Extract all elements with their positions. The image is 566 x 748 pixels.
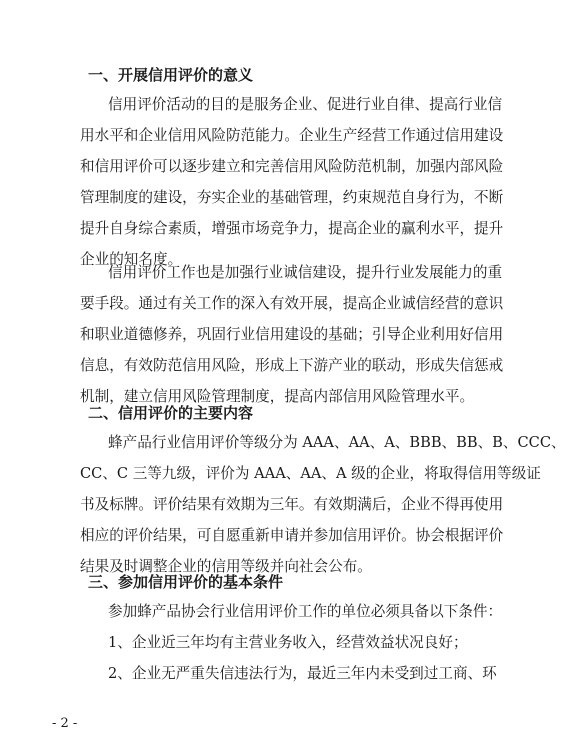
paragraph [80,89,504,275]
list-item [80,627,482,658]
text-line: 信用评价工作也是加强行业诚信建设，提升行业发展能力的重 [108,264,503,281]
page-number: - 2 - [52,716,78,731]
text-line: 机制，建立信用风险管理制度，提高内部信用风险管理水平。 [80,388,475,405]
text-line: 要手段。通过有关工作的深入有效开展，提高企业诚信经营的意识 [80,295,504,312]
text-line: 用水平和企业信用风险防范能力。企业生产经营工作通过信用建设 [80,127,504,144]
text-line: 结果及时调整企业的信用等级并向社会公布。 [80,558,372,575]
paragraph [80,427,566,582]
section-heading: 三、参加信用评价的基本条件 [88,573,284,591]
text-line: CC、C 三等九级，评价为 AAA、AA、A 级的企业，将取得信用等级证 [80,465,541,482]
text-line: 参加蜂产品协会行业信用评价工作的单位必须具备以下条件： [108,603,503,620]
text-line: 和职业道德修养，巩固行业信用建设的基础；引导企业利用好信用 [80,326,504,343]
text-line: 1、企业近三年均有主营业务收入，经营效益状况良好； [108,634,468,651]
text-line: 企业的知名度。 [80,251,183,268]
paragraph [80,596,503,627]
text-line: 管理制度的建设，夯实企业的基础管理，约束规范自身行为，不断 [80,189,504,206]
text-line: 信息，有效防范信用风险，形成上下游产业的联动，形成失信惩戒 [80,357,504,374]
paragraph [80,257,504,412]
text-line: 书及标牌。评价结果有效期为三年。有效期满后，企业不得再使用 [80,496,504,513]
text-line: 和信用评价可以逐步建立和完善信用风险防范机制，加强内部风险 [80,158,504,175]
text-line: 信用评价活动的目的是服务企业、促进行业自律、提高行业信 [108,96,503,113]
text-line: 相应的评价结果，可自愿重新申请并参加信用评价。协会根据评价 [80,527,504,544]
text-line: 提升自身综合素质，增强市场竞争力，提高企业的赢利水平，提升 [80,220,504,237]
section-heading: 一、开展信用评价的意义 [88,66,254,84]
text-line: 蜂产品行业信用评价等级分为 AAA、AA、A、BBB、BB、B、CCC、 [108,434,566,451]
text-line: 2、企业无严重失信违法行为，最近三年内未受到过工商、环 [108,665,497,682]
list-item [80,658,497,689]
section-heading: 二、信用评价的主要内容 [88,404,254,422]
